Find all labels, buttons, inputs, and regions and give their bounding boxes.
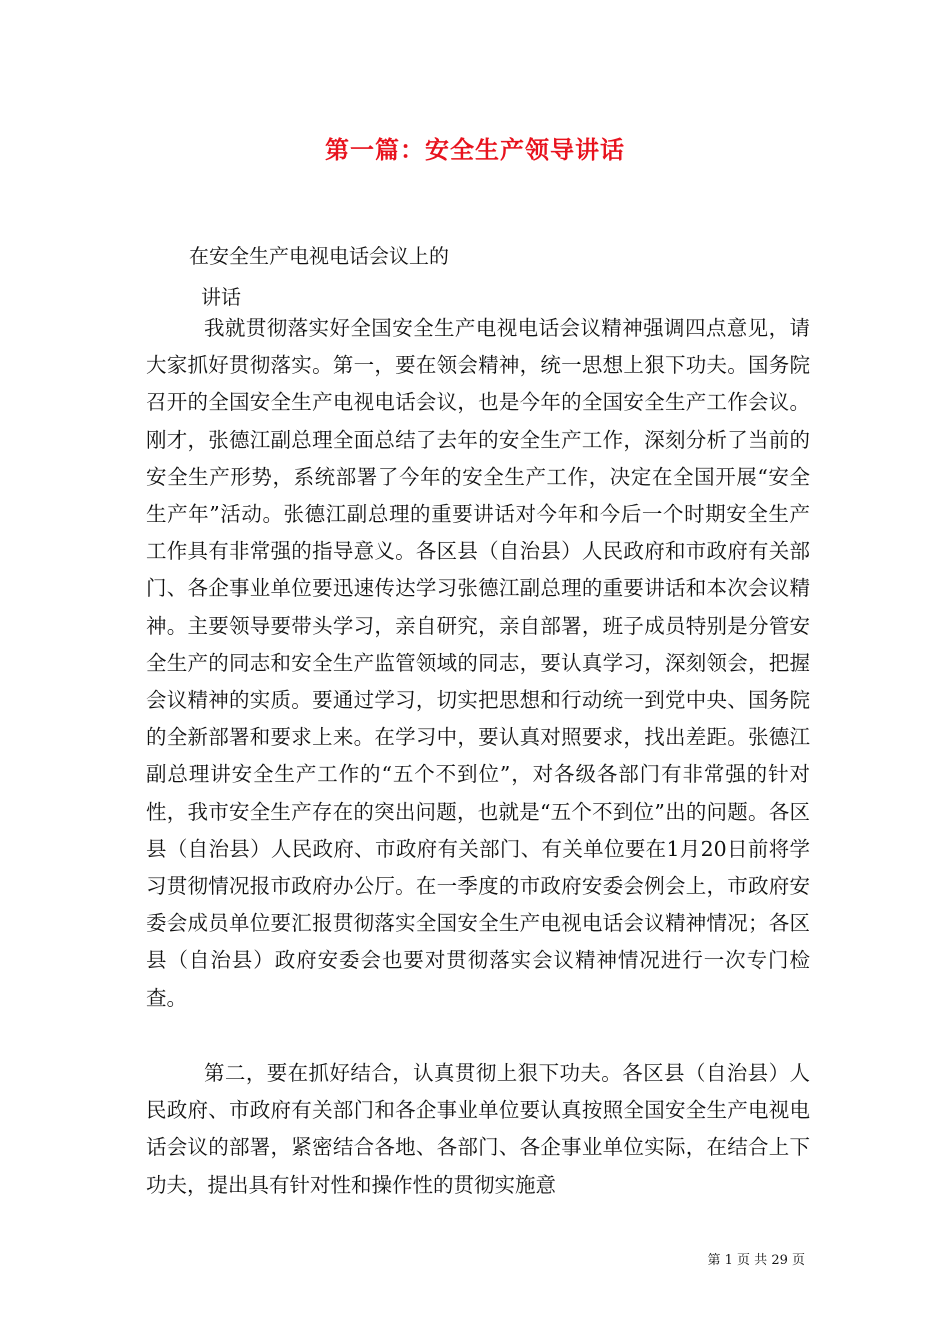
body-paragraph-1: 我就贯彻落实好全国安全生产电视电话会议精神强调四点意见，请大家抓好贯彻落实。第一，要在领会精神，统一思想上狠下功夫。国务院召开的全国安全生产电视电话会议，也是今年的全国安全生产工作会议。刚才，张德江副总理全面总结了去年的安全生产工作，深刻分析了当前的安全生产形势，系统部署了今年的安全生产工作，决定在全国开展“安全生产年”活动。张德江副总理的重要讲话对今年和今后一个时期安全生产工作具有非常强的指导意义。各区县（自治县）人民政府和市政府有关部门、各企事业单位要迅速传达学习张德江副总理的重要讲话和本次会议精神。主要领导要带头学习，亲自研究，亲自部署，班子成员特别是分管安全生产的同志和安全生产监管领域的同志，要认真学习，深刻领会，把握会议精神的实质。要通过学习，切实把思想和行动统一到党中央、国务院的全新部署和要求上来。在学习中，要认真对照要求，找出差距。张德江副总理讲安全生产工作的“五个不到位”，对各级各部门有非常强的针对性，我市安全生产存在的突出问题，也就是“五个不到位”出的问题。各区县（自治县）人民政府、市政府有关部门、有关单位要在1月20日前将学习贯彻情况报市政府办公厅。在一季度的市政府安委会例会上，市政府安委会成员单位要汇报贯彻落实全国安全生产电视电话会议精神情况；各区县（自治县）政府安委会也要对贯彻落实会议精神情况进行一次专门检查。 <box>146 316 810 1010</box>
page-number-footer: 第 1 页 共 29 页 <box>707 1253 805 1268</box>
document-title: 第一篇：安全生产领导讲话 <box>325 135 625 164</box>
speech-subtitle-line1: 在安全生产电视电话会议上的 <box>189 244 449 268</box>
body-paragraph-2: 第二，要在抓好结合，认真贯彻上狠下功夫。各区县（自治县）人民政府、市政府有关部门和各企事业单位要认真按照全国安全生产电视电话会议的部署，紧密结合各地、各部门、各企事业单位实际，在结合上下功夫，提出具有针对性和操作性的贯彻实施意 <box>146 1061 810 1197</box>
speech-subtitle-line2: 讲话 <box>201 285 241 309</box>
